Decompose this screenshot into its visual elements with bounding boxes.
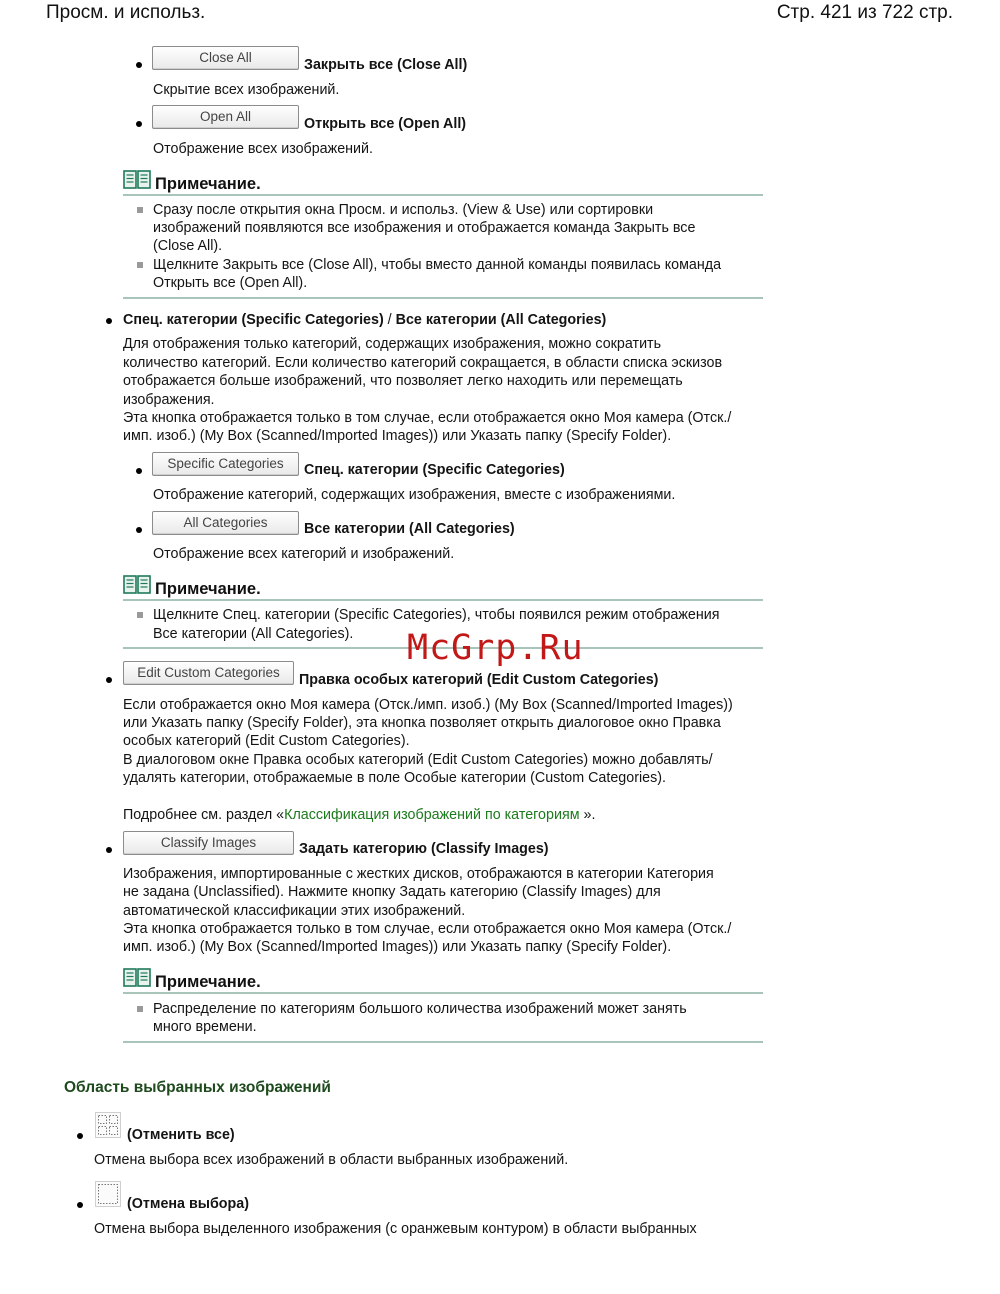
note-1-item-1-line-1: Сразу после открытия окна Просм. и использ. (View & Use) или сортировки	[153, 202, 654, 218]
note-item-marker	[137, 207, 143, 213]
bullet	[136, 468, 142, 474]
edit-custom-desc-line-3: особых категорий (Edit Custom Categories).	[123, 733, 410, 749]
close-all-title: Закрыть все (Close All)	[304, 57, 468, 73]
edit-custom-desc-line-4: В диалоговом окне Правка особых категорий (Edit Custom Categories) можно добавлять/	[123, 752, 713, 768]
edit-custom-desc-line-1: Если отображается окно Моя камера (Отск./имп. изоб.) (My Box (Scanned/Imported Images))	[123, 697, 733, 713]
divider	[123, 297, 763, 299]
note-title: Примечание.	[155, 973, 261, 991]
categories-desc-line-1: Для отображения только категорий, содержащих изображения, можно сократить	[123, 336, 662, 352]
edit-custom-desc-line-2: или Указать папку (Specify Folder), эта кнопка позволяет открыть диалоговое окно Правка	[123, 715, 721, 731]
edit-custom-desc-line-5: удалять категории, отображаемые в поле Особые категории (Custom Categories).	[123, 770, 666, 786]
bullet	[106, 847, 112, 853]
deselect-all-desc: Отмена выбора всех изображений в области выбранных изображений.	[94, 1152, 569, 1168]
deselect-title: (Отмена выбора)	[127, 1196, 249, 1212]
bullet	[77, 1133, 83, 1139]
note-book-icon	[123, 575, 151, 595]
note-2-item-1-line-2: Все категории (All Categories).	[153, 626, 354, 642]
note-3-item-1-line-1: Распределение по категориям большого количества изображений может занять	[153, 1001, 687, 1017]
edit-custom-categories-button[interactable]: Edit Custom Categories	[123, 661, 294, 685]
categories-desc-line-5: Эта кнопка отображается только в том случае, если отображается окно Моя камера (Отск./	[123, 410, 732, 426]
see-also-reference	[123, 806, 595, 824]
note-3-item-1-line-2: много времени.	[153, 1019, 257, 1035]
note-1-item-2-line-1: Щелкните Закрыть все (Close All), чтобы вместо данной команды появилась команда	[153, 257, 722, 273]
selected-area-heading: Область выбранных изображений	[64, 1079, 331, 1096]
divider	[123, 992, 763, 994]
classify-desc-line-1: Изображения, импортированные с жестких дисков, отображаются в категории Категория	[123, 866, 714, 882]
specific-categories-title: Спец. категории (Specific Categories)	[304, 462, 565, 478]
note-title: Примечание.	[155, 580, 261, 598]
bullet	[136, 527, 142, 533]
categories-title-specific: Спец. категории (Specific Categories)	[123, 312, 384, 328]
all-categories-button[interactable]: All Categories	[152, 511, 299, 535]
categories-title-all: Все категории (All Categories)	[395, 312, 607, 328]
note-item-marker	[137, 262, 143, 268]
note-1-item-1-line-2: изображений появляются все изображения и отображается команда Закрыть все	[153, 220, 696, 236]
classify-desc-line-3: автоматической классификации этих изображений.	[123, 903, 466, 919]
specific-categories-button[interactable]: Specific Categories	[152, 452, 299, 476]
categories-desc-line-2: количество категорий. Если количество категорий сокращается, в области списка эскизов	[123, 355, 723, 371]
categories-title	[123, 311, 606, 329]
bullet	[136, 62, 142, 68]
classify-images-title: Задать категорию (Classify Images)	[299, 841, 549, 857]
close-all-desc: Скрытие всех изображений.	[153, 82, 340, 98]
divider	[123, 1041, 763, 1043]
bullet	[136, 121, 142, 127]
divider	[123, 194, 763, 196]
classify-by-category-link[interactable]: Классификация изображений по категориям	[284, 807, 584, 823]
bullet	[106, 318, 112, 324]
classify-desc-line-5: имп. изоб.) (My Box (Scanned/Imported Images)) или Указать папку (Specify Folder).	[123, 939, 672, 955]
header-page-counter: Стр. 421 из 722 стр.	[776, 2, 953, 23]
deselect-desc: Отмена выбора выделенного изображения (с оранжевым контуром) в области выбранных	[94, 1221, 697, 1237]
note-book-icon	[123, 170, 151, 190]
categories-desc-line-3: отображается больше изображений, что позволяет легко находить или перемещать	[123, 373, 683, 389]
see-also-suffix: ».	[583, 807, 596, 823]
divider	[123, 599, 763, 601]
all-categories-desc: Отображение всех категорий и изображений.	[153, 546, 455, 562]
note-item-marker	[137, 1006, 143, 1012]
classify-desc-line-2: не задана (Unclassified). Нажмите кнопку Задать категорию (Classify Images) для	[123, 884, 661, 900]
edit-custom-categories-title: Правка особых категорий (Edit Custom Categories)	[299, 672, 659, 688]
note-1-item-1-line-3: (Close All).	[153, 238, 223, 254]
specific-categories-desc: Отображение категорий, содержащих изображения, вместе с изображениями.	[153, 487, 676, 503]
deselect-icon[interactable]	[95, 1181, 121, 1207]
open-all-desc: Отображение всех изображений.	[153, 141, 373, 157]
categories-desc-line-4: изображения.	[123, 392, 215, 408]
categories-desc-line-6: имп. изоб.) (My Box (Scanned/Imported Images)) или Указать папку (Specify Folder).	[123, 428, 672, 444]
categories-title-separator: /	[383, 312, 396, 328]
header-section-title: Просм. и использ.	[46, 2, 206, 23]
note-item-marker	[137, 612, 143, 618]
deselect-all-title: (Отменить все)	[127, 1127, 235, 1143]
bullet	[106, 677, 112, 683]
note-2-item-1-line-1: Щелкните Спец. категории (Specific Categories), чтобы появился режим отображения	[153, 607, 720, 623]
classify-desc-line-4: Эта кнопка отображается только в том случае, если отображается окно Моя камера (Отск./	[123, 921, 732, 937]
bullet	[77, 1202, 83, 1208]
all-categories-title: Все категории (All Categories)	[304, 521, 515, 537]
open-all-button[interactable]: Open All	[152, 105, 299, 129]
deselect-all-icon[interactable]	[95, 1112, 121, 1138]
note-book-icon	[123, 968, 151, 988]
open-all-title: Открыть все (Open All)	[304, 116, 467, 132]
watermark: McGrp.Ru	[407, 628, 584, 668]
see-also-prefix: Подробнее см. раздел «	[123, 807, 285, 823]
note-1-item-2-line-2: Открыть все (Open All).	[153, 275, 308, 291]
note-title: Примечание.	[155, 175, 261, 193]
classify-images-button[interactable]: Classify Images	[123, 831, 294, 855]
close-all-button[interactable]: Close All	[152, 46, 299, 70]
